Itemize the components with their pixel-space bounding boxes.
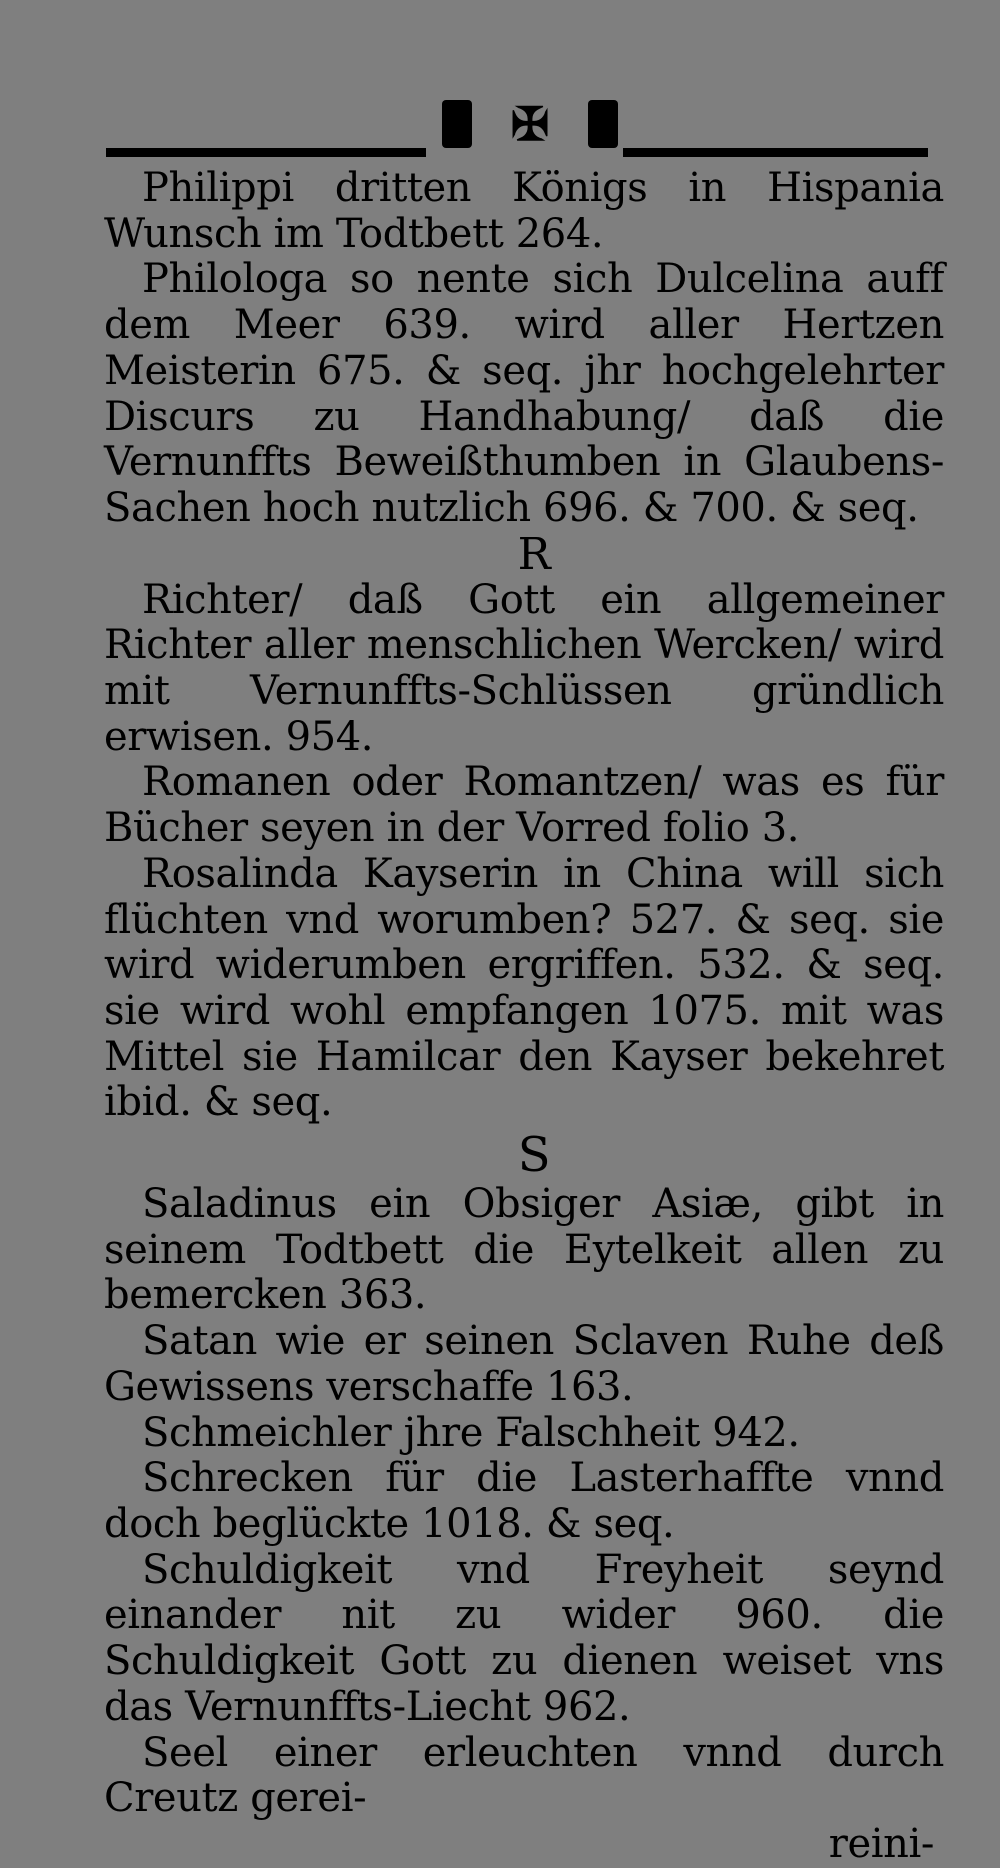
catchword: reini- [828,1820,934,1867]
section-letter-s: S [517,1127,551,1184]
index-entry-schmeichler: Schmeichler jhre Falschheit 942. [142,1409,800,1456]
header-rule-right [623,148,928,157]
index-entry-schrecken: Schrecken für die Lasterhaffte vnnd doch beglückte 1018. & seq. [104,1455,944,1547]
index-entry-seel: Seel einer erleuchten vnnd durch Creutz gerei- [104,1729,944,1822]
index-entry-saladinus: Saladinus ein Obsiger Asiæ, gibt in seinem Todtbett die Eytelkeit allen zu bemercken 363. [104,1181,944,1319]
index-entry-philologa: Philologa so nente sich Dulcelina auff dem Meer 639. wird aller Hertzen Meisterin 675. & seq. jhr hochgelehrter Discurs zu Handhabung/ daß die Vernunffts Beweißthumben in Glaubens-Sachen hoch nutzlich 696. & 700. & seq. [104,256,944,531]
index-entry-schuldigkeit: Schuldigkeit vnd Freyheit seynd einander nit zu wider 960. die Schuldigkeit Gott zu dienen weiset vns das Vernunffts-Liecht 962. [104,1546,944,1730]
index-entry-satan: Satan wie er seinen Sclaven Ruhe deß Gewissens verschaffe 163. [104,1318,944,1410]
ornament-cross-icon: ✠ [510,97,550,151]
header-rule-left [106,148,426,157]
header-ornament [442,96,618,152]
index-entry-philippi: Philippi dritten Königs in Hispania Wunsch im Todtbett 264. [104,165,944,257]
ornament-block-right-icon [588,100,618,148]
index-entry-romanen: Romanen oder Romantzen/ was es für Bücher seyen in der Vorred folio 3. [104,759,944,852]
index-text [104,166,944,1868]
index-entry-richter: Richter/ daß Gott ein allgemeiner Richter aller menschlichen Wercken/ wird mit Vernunffts-Schlüssen gründlich erwisen. 954. [104,576,944,760]
index-entry-rosalinda: Rosalinda Kayserin in China will sich flüchten vnd worumben? 527. & seq. sie wird widerumben ergriffen. 532. & seq. sie wird wohl empfangen 1075. mit was Mittel sie Hamilcar den Kayser bekehret ibid. & seq. [104,850,944,1126]
ornament-block-left-icon [442,100,472,148]
page-header [102,96,928,160]
section-letter-r: R [517,528,551,580]
